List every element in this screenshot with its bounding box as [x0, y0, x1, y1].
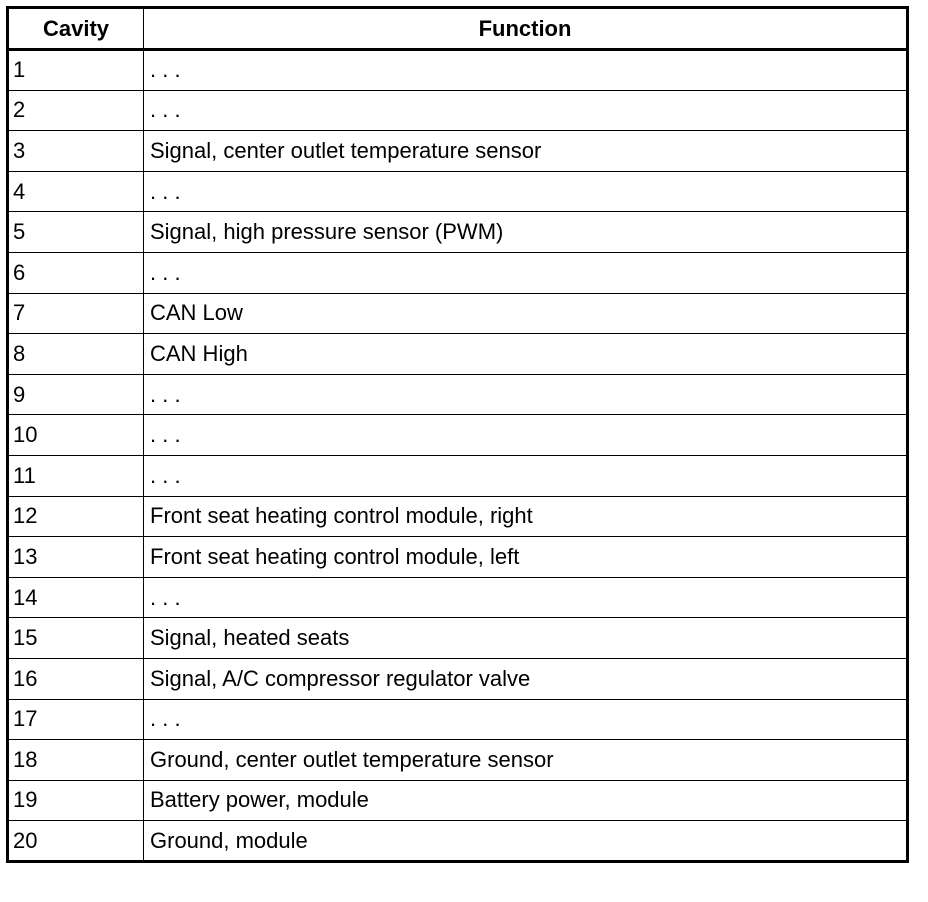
- table-row: [8, 212, 908, 253]
- table-body: [8, 50, 908, 862]
- cavity-number-cell: 17: [8, 699, 144, 740]
- function-description-cell: . . .: [144, 415, 908, 456]
- table-row: [8, 577, 908, 618]
- cavity-number-cell: 20: [8, 821, 144, 862]
- table-row: [8, 131, 908, 172]
- table-row: [8, 537, 908, 578]
- cavity-number-cell: 13: [8, 537, 144, 578]
- function-description-cell: CAN High: [144, 334, 908, 375]
- table-row: [8, 618, 908, 659]
- function-description-cell: Front seat heating control module, right: [144, 496, 908, 537]
- function-description-cell: . . .: [144, 699, 908, 740]
- cavity-number-cell: 6: [8, 252, 144, 293]
- table-row: [8, 740, 908, 781]
- cavity-number-cell: 14: [8, 577, 144, 618]
- connector-cavity-table: [6, 6, 909, 863]
- cavity-number-cell: 16: [8, 658, 144, 699]
- cavity-number-cell: 4: [8, 171, 144, 212]
- table-row: [8, 699, 908, 740]
- cavity-column-header: Cavity: [8, 8, 144, 50]
- function-description-cell: Front seat heating control module, left: [144, 537, 908, 578]
- cavity-number-cell: 18: [8, 740, 144, 781]
- connector-table-container: [6, 6, 906, 863]
- function-description-cell: . . .: [144, 171, 908, 212]
- cavity-number-cell: 7: [8, 293, 144, 334]
- function-description-cell: . . .: [144, 577, 908, 618]
- function-description-cell: Signal, heated seats: [144, 618, 908, 659]
- table-row: [8, 252, 908, 293]
- table-row: [8, 780, 908, 821]
- cavity-number-cell: 2: [8, 90, 144, 131]
- cavity-number-cell: 12: [8, 496, 144, 537]
- function-description-cell: Signal, A/C compressor regulator valve: [144, 658, 908, 699]
- function-description-cell: Signal, high pressure sensor (PWM): [144, 212, 908, 253]
- cavity-number-cell: 9: [8, 374, 144, 415]
- function-description-cell: . . .: [144, 252, 908, 293]
- function-description-cell: Signal, center outlet temperature sensor: [144, 131, 908, 172]
- function-description-cell: CAN Low: [144, 293, 908, 334]
- function-description-cell: . . .: [144, 374, 908, 415]
- cavity-number-cell: 8: [8, 334, 144, 375]
- function-description-cell: Ground, module: [144, 821, 908, 862]
- cavity-number-cell: 3: [8, 131, 144, 172]
- cavity-number-cell: 15: [8, 618, 144, 659]
- table-row: [8, 821, 908, 862]
- table-row: [8, 658, 908, 699]
- table-row: [8, 334, 908, 375]
- function-description-cell: Ground, center outlet temperature sensor: [144, 740, 908, 781]
- table-row: [8, 50, 908, 91]
- function-column-header: Function: [144, 8, 908, 50]
- table-header-row: [8, 8, 908, 50]
- function-description-cell: . . .: [144, 90, 908, 131]
- table-row: [8, 90, 908, 131]
- function-description-cell: . . .: [144, 455, 908, 496]
- table-row: [8, 415, 908, 456]
- table-row: [8, 455, 908, 496]
- table-row: [8, 171, 908, 212]
- table-row: [8, 496, 908, 537]
- table-row: [8, 293, 908, 334]
- cavity-number-cell: 11: [8, 455, 144, 496]
- cavity-number-cell: 5: [8, 212, 144, 253]
- cavity-number-cell: 19: [8, 780, 144, 821]
- function-description-cell: Battery power, module: [144, 780, 908, 821]
- table-row: [8, 374, 908, 415]
- cavity-number-cell: 10: [8, 415, 144, 456]
- function-description-cell: . . .: [144, 50, 908, 91]
- cavity-number-cell: 1: [8, 50, 144, 91]
